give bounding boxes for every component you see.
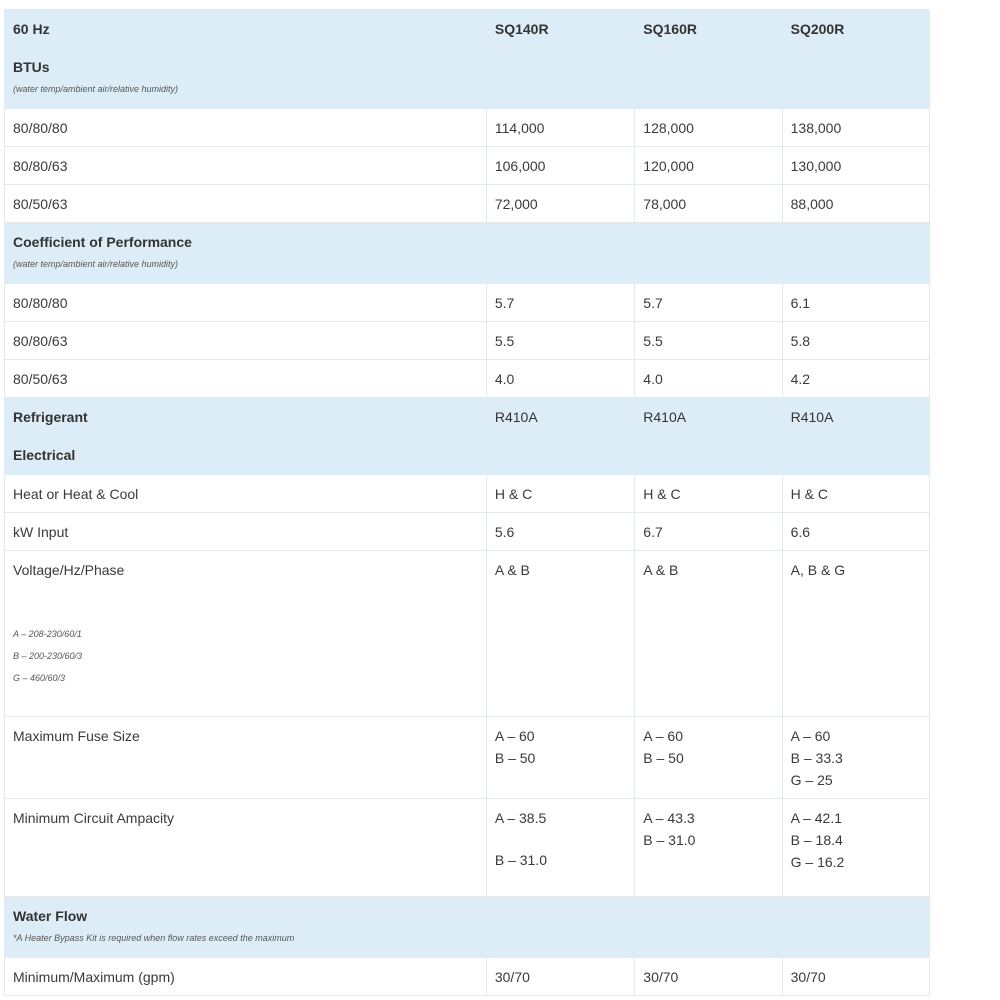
row-label: Minimum/Maximum (gpm): [5, 958, 487, 996]
row-label: Refrigerant: [5, 398, 487, 436]
cell-value: 4.0: [635, 360, 782, 398]
voltage-note: B – 200-230/60/3: [13, 651, 83, 661]
table-row: [5, 185, 930, 223]
table-row: [5, 958, 930, 996]
cell-value: R410A: [635, 398, 782, 436]
table-row: [5, 513, 930, 551]
cell-value: 78,000: [635, 185, 782, 223]
cell-value: [635, 799, 782, 897]
row-label: Maximum Fuse Size: [5, 717, 487, 799]
cell-value: H & C: [486, 475, 634, 513]
section-header-water-flow: [5, 897, 930, 958]
ampacity-value: B – 31.0: [494, 852, 548, 868]
row-label: Minimum Circuit Ampacity: [5, 799, 487, 897]
section-title: Electrical: [5, 436, 487, 475]
cell-value: 4.0: [486, 360, 634, 398]
cell-value: A, B & G: [782, 551, 929, 717]
fuse-value: A – 60: [790, 728, 831, 744]
cell-value: 5.5: [486, 322, 634, 360]
voltage-notes: [13, 623, 478, 689]
section-title-cell: [5, 48, 487, 109]
section-title-cell: [5, 223, 487, 284]
cell-value: 106,000: [486, 147, 634, 185]
table-header-row: [5, 10, 930, 48]
row-label: 80/80/80: [5, 284, 487, 322]
fuse-value: G – 25: [790, 772, 833, 788]
fuse-value: B – 50: [643, 750, 684, 766]
table-row: [5, 717, 930, 799]
cell-value: 4.2: [782, 360, 929, 398]
row-label: 80/80/80: [5, 109, 487, 147]
section-header-cop: [5, 223, 930, 284]
spec-table: [4, 9, 930, 996]
cell-value: 6.7: [635, 513, 782, 551]
ampacity-value: G – 16.2: [790, 854, 845, 870]
cell-value: 138,000: [782, 109, 929, 147]
refrigerant-row: [5, 398, 930, 436]
cell-value: 128,000: [635, 109, 782, 147]
cell-value: [782, 799, 929, 897]
table-row: [5, 322, 930, 360]
cell-value: 5.6: [486, 513, 634, 551]
table-row: [5, 360, 930, 398]
row-label: Heat or Heat & Cool: [5, 475, 487, 513]
cell-value: 114,000: [486, 109, 634, 147]
cell-value: 30/70: [782, 958, 929, 996]
row-label: kW Input: [5, 513, 487, 551]
ampacity-value: A – 43.3: [643, 810, 695, 826]
cell-value: 5.7: [635, 284, 782, 322]
ampacity-value: A – 38.5: [494, 810, 547, 826]
section-title: Water Flow: [13, 908, 88, 924]
cell-value: [486, 799, 634, 897]
table-row: [5, 284, 930, 322]
cell-value: [486, 717, 634, 799]
cell-value: 30/70: [486, 958, 634, 996]
header-model: SQ200R: [782, 10, 929, 48]
section-title-cell: [5, 897, 487, 958]
cell-value: 5.8: [782, 322, 929, 360]
voltage-note: A – 208-230/60/1: [13, 629, 82, 639]
cell-value: R410A: [486, 398, 634, 436]
fuse-value: B – 33.3: [790, 750, 843, 766]
fuse-value: B – 50: [494, 750, 536, 766]
section-header-electrical: [5, 436, 930, 475]
cell-value: 5.7: [486, 284, 634, 322]
table-row: [5, 109, 930, 147]
header-label: 60 Hz: [5, 10, 487, 48]
header-model: SQ140R: [486, 10, 634, 48]
cell-value: H & C: [635, 475, 782, 513]
row-label: 80/80/63: [5, 147, 487, 185]
cell-value: 30/70: [635, 958, 782, 996]
section-header-btus: [5, 48, 930, 109]
section-note: *A Heater Bypass Kit is required when flow rates exceed the maximum: [13, 933, 295, 943]
cell-value: [782, 717, 929, 799]
cell-value: [635, 717, 782, 799]
table-row: [5, 799, 930, 897]
table-row: [5, 147, 930, 185]
cell-value: 88,000: [782, 185, 929, 223]
fuse-value: A – 60: [643, 728, 683, 744]
cell-value: 5.5: [635, 322, 782, 360]
row-label: Voltage/Hz/Phase: [13, 562, 125, 578]
voltage-label-cell: [5, 551, 487, 717]
cell-value: R410A: [782, 398, 929, 436]
table-row: [5, 475, 930, 513]
cell-value: A & B: [635, 551, 782, 717]
fuse-value: A – 60: [494, 728, 535, 744]
ampacity-value: A – 42.1: [790, 810, 843, 826]
row-label: 80/50/63: [5, 185, 487, 223]
cell-value: H & C: [782, 475, 929, 513]
voltage-note: G – 460/60/3: [13, 673, 66, 683]
section-note: (water temp/ambient air/relative humidity): [13, 84, 179, 94]
section-title: BTUs: [13, 59, 50, 75]
cell-value: 6.1: [782, 284, 929, 322]
cell-value: 6.6: [782, 513, 929, 551]
row-label: 80/80/63: [5, 322, 487, 360]
cell-value: 130,000: [782, 147, 929, 185]
ampacity-value: B – 18.4: [790, 832, 843, 848]
cell-value: A & B: [486, 551, 634, 717]
section-title: Coefficient of Performance: [13, 234, 192, 250]
ampacity-value: B – 31.0: [643, 832, 696, 848]
header-model: SQ160R: [635, 10, 782, 48]
section-note: (water temp/ambient air/relative humidity): [13, 259, 179, 269]
row-label: 80/50/63: [5, 360, 487, 398]
cell-value: 72,000: [486, 185, 634, 223]
cell-value: 120,000: [635, 147, 782, 185]
table-row: [5, 551, 930, 717]
